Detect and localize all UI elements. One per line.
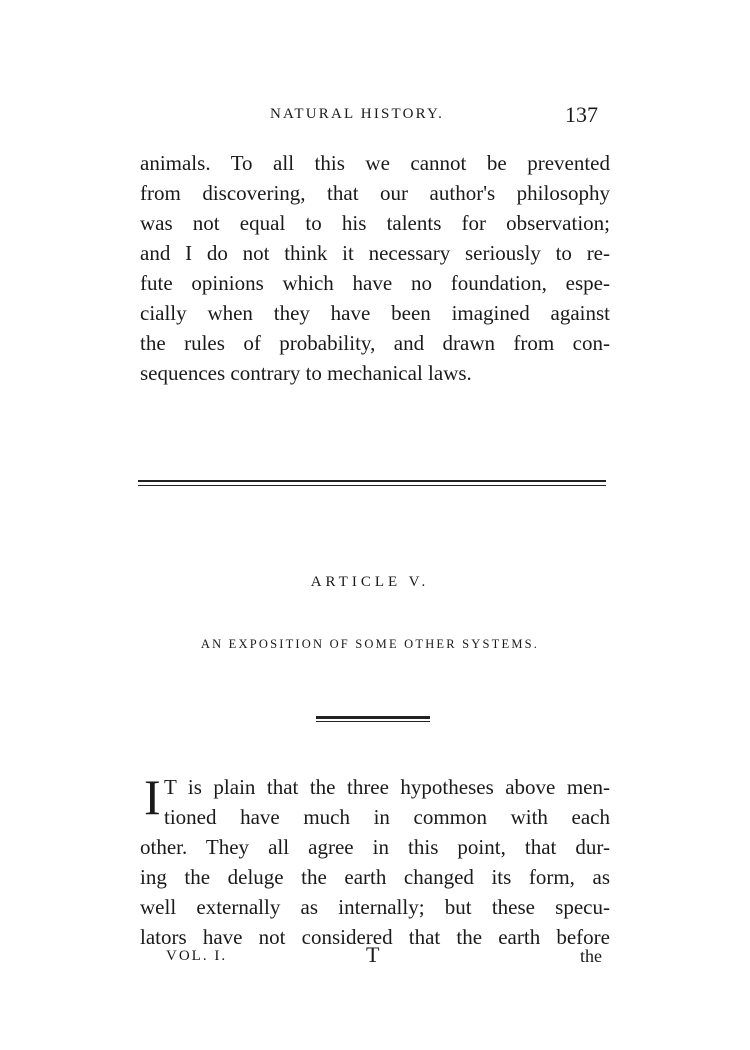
text-line: T is plain that the three hypotheses above men- <box>164 775 610 799</box>
text-line: tioned have much in common with each <box>164 805 610 829</box>
text-line: cially when they have been imagined against <box>140 301 610 325</box>
page-footer <box>166 944 602 974</box>
text-line: well externally as internally; but these specu- <box>140 895 610 919</box>
opening-paragraph <box>140 769 610 952</box>
text-line: was not equal to his talents for observation; <box>140 211 610 235</box>
text-line: other. They all agree in this point, that dur- <box>140 835 610 859</box>
text-line: the rules of probability, and drawn from con- <box>140 331 610 355</box>
continued-paragraph <box>140 148 610 388</box>
text-line: lators have not considered that the earth before <box>140 925 610 949</box>
section-divider <box>138 480 606 487</box>
signature-mark: T <box>366 942 380 967</box>
text-line: from discovering, that our author's philosophy <box>140 181 610 205</box>
text-line: sequences contrary to mechanical laws. <box>140 361 472 385</box>
volume-signature: VOL. I. <box>166 948 228 964</box>
article-subtitle: AN EXPOSITION OF SOME OTHER SYSTEMS. <box>200 637 540 651</box>
text-line: animals. To all this we cannot be prevented <box>140 151 610 175</box>
text-line: and I do not think it necessary seriously to re- <box>140 241 610 265</box>
page-number: 137 <box>565 102 598 127</box>
text-line: ing the deluge the earth changed its form, as <box>140 865 610 889</box>
article-heading: ARTICLE V. <box>310 574 430 590</box>
text-line: fute opinions which have no foundation, espe- <box>140 271 610 295</box>
heading-rule <box>316 716 430 722</box>
catchword: the <box>580 946 602 966</box>
drop-cap: I <box>144 769 161 825</box>
running-head <box>140 104 608 134</box>
running-title: NATURAL HISTORY. <box>270 106 445 122</box>
